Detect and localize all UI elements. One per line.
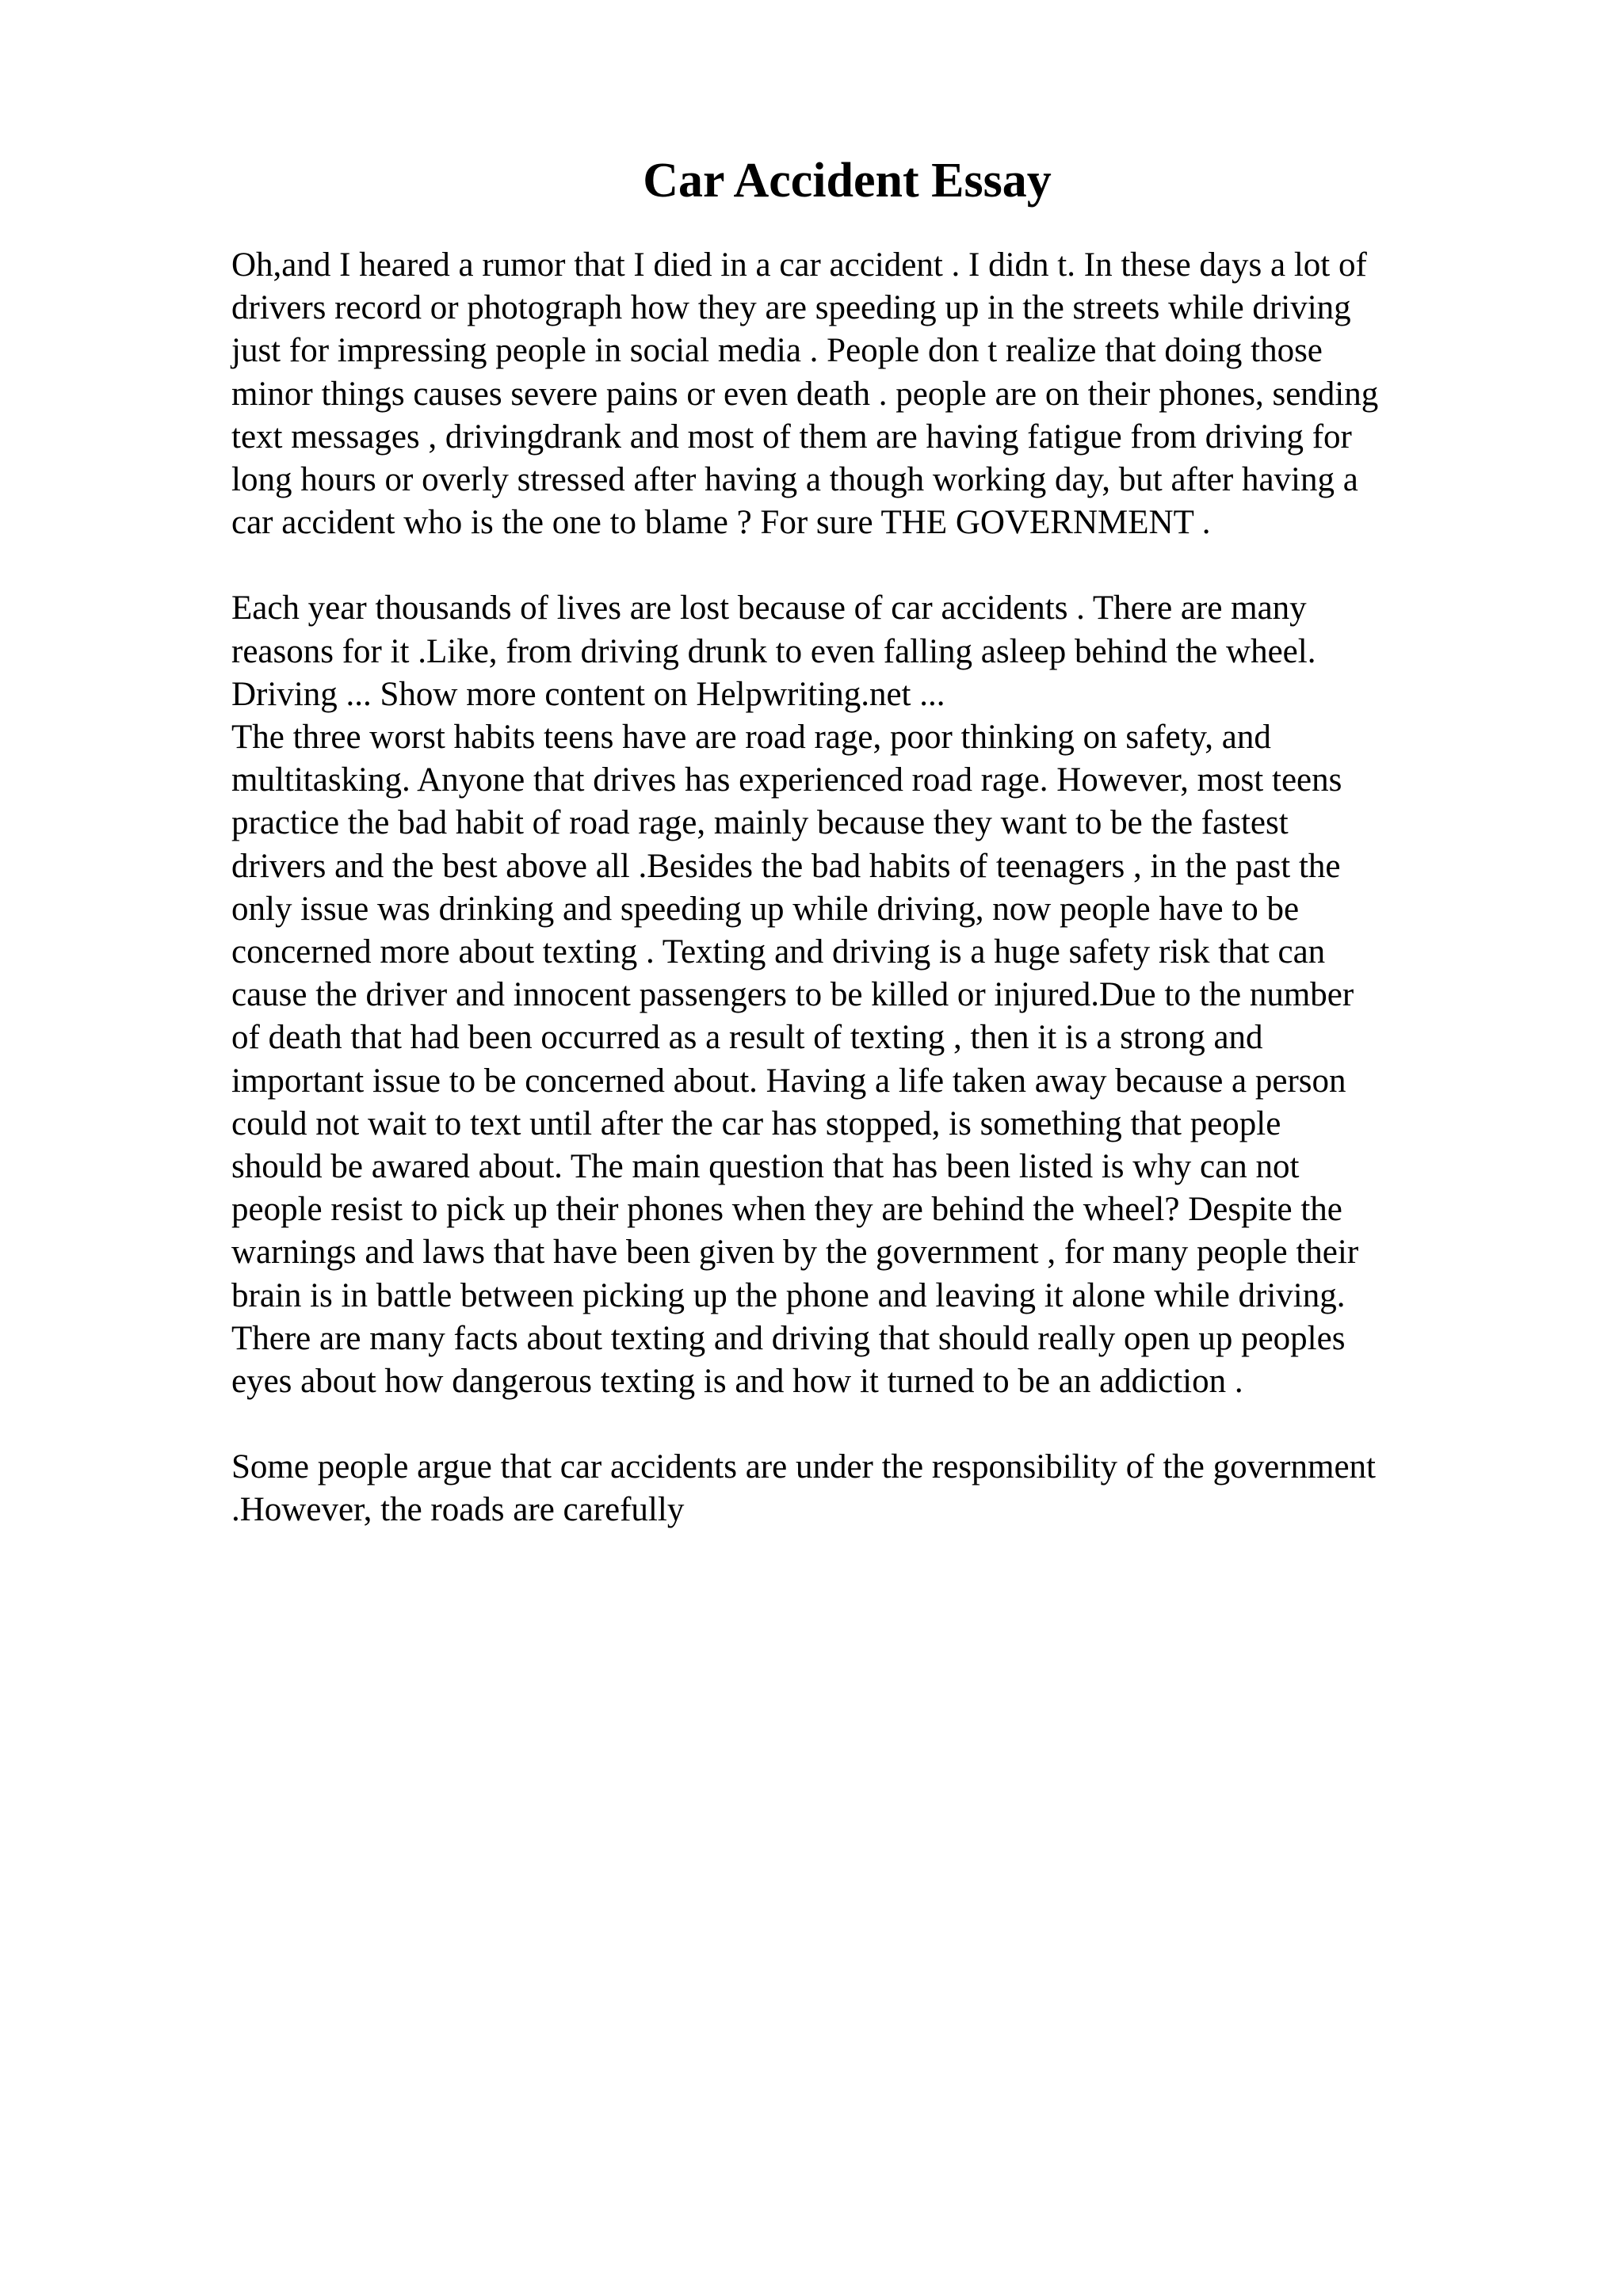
- paragraph-intro: Oh,and I heared a rumor that I died in a car accident . I didn t. In these days a lot of drivers record or photograph how they are speeding up in the streets while driving just for impressing people in social media . People don t realize that doing those minor things causes severe pains or even death . people are on their phones, sending text messages , drivingdrank and most of them are having fatigue from driving for long hours or overly stressed after having a though working day, but after having a car accident who is the one to blame ? For sure THE GOVERNMENT .: [231, 246, 1379, 542]
- document-body: [231, 244, 1491, 1575]
- paragraph-reasons: Each year thousands of lives are lost because of car accidents . There are many reasons for it .Like, from driving drunk to even falling asleep behind the wheel. Driving ... Show more content on Helpwriting.net ...: [231, 589, 1316, 713]
- paragraph-teen-habits: The three worst habits teens have are road rage, poor thinking on safety, and multitasking. Anyone that drives has experienced road rage. However, most teens practice the bad habit of road rage, mainly because they want to be the fastest drivers and the best above all .Besides the bad habits of teenagers , in the past the only issue was drinking and speeding up while driving, now people have to be concerned more about texting . Texting and driving is a huge safety risk that can cause the driver and innocent passengers to be killed or injured.Due to the number of death that had been occurred as a result of texting , then it is a strong and important issue to be concerned about. Having a life taken away because a person could not wait to text until after the car has stopped, is something that people should be awared about. The main question that has been listed is why can not people resist to pick up their phones when they are behind the wheel? Despite the warnings and laws that have been given by the government , for many people their brain is in battle between picking up the phone and leaving it alone while driving. There are many facts about texting and driving that should really open up peoples eyes about how dangerous texting is and how it turned to be an addiction .: [231, 719, 1359, 1401]
- paragraph-counterargument: Some people argue that car accidents are under the responsibility of the government .However, the roads are carefully: [231, 1448, 1376, 1529]
- document-title: Car Accident Essay: [643, 154, 1052, 208]
